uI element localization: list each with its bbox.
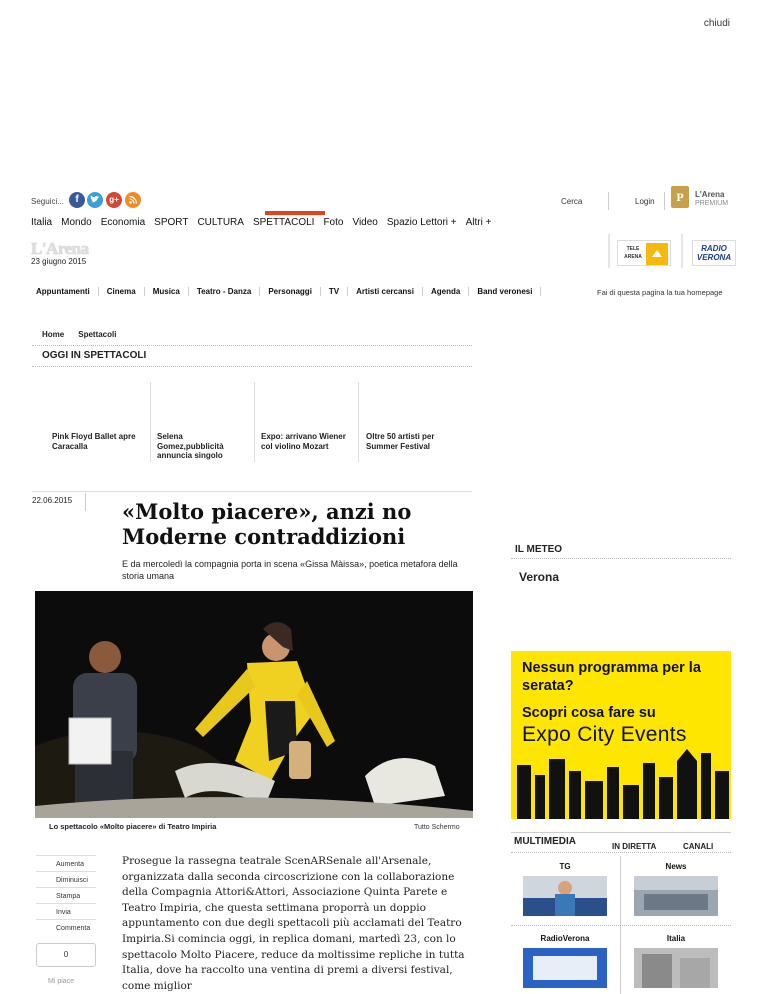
radio-label-2: VERONA (696, 253, 732, 262)
breadcrumb-spettacoli[interactable]: Spettacoli (78, 330, 117, 339)
nav-item-mondo[interactable]: Mondo (61, 217, 92, 228)
comment-button[interactable]: Commenta (36, 919, 96, 935)
twitter-icon[interactable] (87, 192, 103, 208)
photo-caption: Lo spettacolo «Molto piacere» di Teatro Impiria (49, 822, 217, 831)
divider (608, 192, 609, 210)
multimedia-item-label[interactable]: TG (559, 862, 571, 871)
premium-title[interactable]: L'Arena (695, 190, 725, 199)
divider (254, 382, 255, 462)
rss-icon[interactable] (125, 192, 141, 208)
tab-canali[interactable]: CANALI (683, 842, 714, 851)
divider (664, 192, 665, 210)
oggi-item[interactable]: Oltre 50 artisti per Summer Festival (366, 432, 435, 451)
googleplus-icon[interactable]: g+ (106, 192, 122, 208)
expo-city-events-ad[interactable] (511, 651, 731, 819)
secnav-agenda[interactable]: Agenda (423, 287, 469, 296)
radioverona-logo[interactable] (692, 240, 736, 266)
divider (681, 234, 683, 268)
nav-item-spazio-lettori[interactable]: Spazio Lettori + (386, 217, 457, 228)
facebook-icon[interactable]: f (69, 192, 85, 208)
nav-item-cultura[interactable]: CULTURA (197, 217, 244, 228)
fullscreen-link[interactable]: Tutto Schermo (414, 824, 460, 831)
meteo-title: IL METEO (515, 544, 563, 555)
article-headline: «Molto piacere», anzi no Moderne contraddizioni (122, 499, 412, 549)
follow-label: Seguici... (31, 197, 64, 206)
tg-thumbnail[interactable] (523, 876, 607, 916)
news-thumbnail[interactable] (634, 876, 718, 916)
divider (85, 493, 86, 511)
nav-item-foto[interactable]: Foto (323, 217, 344, 228)
nav-item-spettacoli[interactable]: SPETTACOLI (252, 217, 315, 228)
article-subhead: E da mercoledì la compagnia porta in scena «Gissa Màissa», poetica metafora della storia umana (122, 559, 458, 581)
ad-brand: Expo City Events (522, 723, 687, 746)
section-nav (28, 287, 541, 296)
telearena-logo[interactable] (617, 240, 671, 266)
secnav-band-veronesi[interactable]: Band veronesi (469, 287, 541, 296)
premium-logo[interactable]: P (671, 186, 689, 208)
ad-headline: Nessun programma per la serata? (522, 660, 701, 694)
tab-in-diretta[interactable]: IN DIRETTA (612, 842, 657, 851)
comment-count[interactable]: 0 (36, 943, 96, 967)
print-button[interactable]: Stampa (36, 887, 96, 903)
like-button[interactable]: Mi piace (48, 978, 75, 985)
divider (511, 558, 731, 559)
tele-label-2: ARENA (624, 254, 642, 260)
divider (511, 832, 731, 833)
increase-font-button[interactable]: Aumenta (36, 855, 96, 871)
nav-item-video[interactable]: Video (352, 217, 378, 228)
multimedia-item-label[interactable]: RadioVerona (540, 934, 590, 943)
divider (511, 925, 731, 926)
italia-thumbnail[interactable] (634, 948, 718, 988)
radioverona-thumbnail[interactable] (523, 948, 607, 988)
meteo-city[interactable]: Verona (519, 570, 560, 584)
secnav-appuntamenti[interactable]: Appuntamenti (28, 287, 99, 296)
nav-item-sport[interactable]: SPORT (154, 217, 189, 228)
site-logo[interactable]: L'Arena (31, 239, 89, 258)
breadcrumb (42, 330, 116, 339)
secnav-personaggi[interactable]: Personaggi (260, 287, 321, 296)
secnav-cinema[interactable]: Cinema (99, 287, 145, 296)
article-photo[interactable] (35, 591, 473, 818)
divider (32, 491, 472, 492)
nav-item-italia[interactable]: Italia (31, 217, 53, 228)
breadcrumb-home[interactable]: Home (42, 330, 65, 339)
active-nav-indicator (265, 211, 325, 215)
nav-item-economia[interactable]: Economia (100, 217, 146, 228)
set-homepage-link[interactable]: Fai di questa pagina la tua homepage (597, 288, 723, 297)
nav-item-altri[interactable]: Altri + (465, 217, 492, 228)
search-link[interactable]: Cerca (561, 197, 583, 206)
multimedia-title: MULTIMEDIA (514, 836, 577, 847)
divider (358, 382, 359, 462)
login-link[interactable]: Login (635, 197, 655, 206)
multimedia-item-label[interactable]: Italia (666, 934, 686, 943)
article-date: 22.06.2015 (32, 496, 73, 505)
skyline-graphic (511, 741, 731, 819)
divider (511, 852, 731, 853)
divider (32, 366, 472, 367)
oggi-item[interactable]: Pink Floyd Ballet apre Caracalla (52, 432, 136, 451)
decrease-font-button[interactable]: Diminuisci (36, 871, 96, 887)
secnav-artisti-cercansi[interactable]: Artisti cercansi (348, 287, 423, 296)
secnav-tv[interactable]: TV (321, 287, 348, 296)
radio-label-1: RADIO (701, 244, 727, 253)
close-link[interactable]: chiudi (703, 18, 730, 29)
oggi-item[interactable]: Expo: arrivano Wiener col violino Mozart (261, 432, 346, 451)
tele-label-1: TELE (626, 246, 640, 252)
secnav-musica[interactable]: Musica (145, 287, 189, 296)
send-button[interactable]: Invia (36, 903, 96, 919)
multimedia-item-label[interactable]: News (665, 862, 687, 871)
current-date: 23 giugno 2015 (31, 257, 87, 266)
divider (32, 345, 472, 346)
play-icon (646, 243, 668, 265)
oggi-title: OGGI IN SPETTACOLI (42, 350, 147, 361)
ad-subline: Scopri cosa fare su (522, 705, 656, 721)
divider (150, 382, 151, 462)
oggi-item[interactable]: Selena Gomez,pubblicità annuncia singolo (157, 432, 224, 460)
article-body: Prosegue la rassegna teatrale ScenARSenale all'Arsenale, organizzata dalla seconda circoscrizione con la collaborazione della Compagnia Attori&Attori, Associazione Quinta Parete e Teatro Impiria, che questa settimana proporrà un doppio appuntamento con due degli spettacoli più acclamati del Teatro Impiria.Si comincia oggi, in replica domani, martedì 23, con lo spettacolo Molto Piacere, reduce da moltissime repliche in tutta Italia, dove ha raccolto una ventina di premi a diversi festival, come miglior (122, 855, 465, 992)
premium-subtitle[interactable]: PREMIUM (695, 200, 729, 207)
divider (608, 234, 610, 268)
secnav-teatro-danza[interactable]: Teatro - Danza (189, 287, 261, 296)
main-nav (31, 217, 491, 228)
